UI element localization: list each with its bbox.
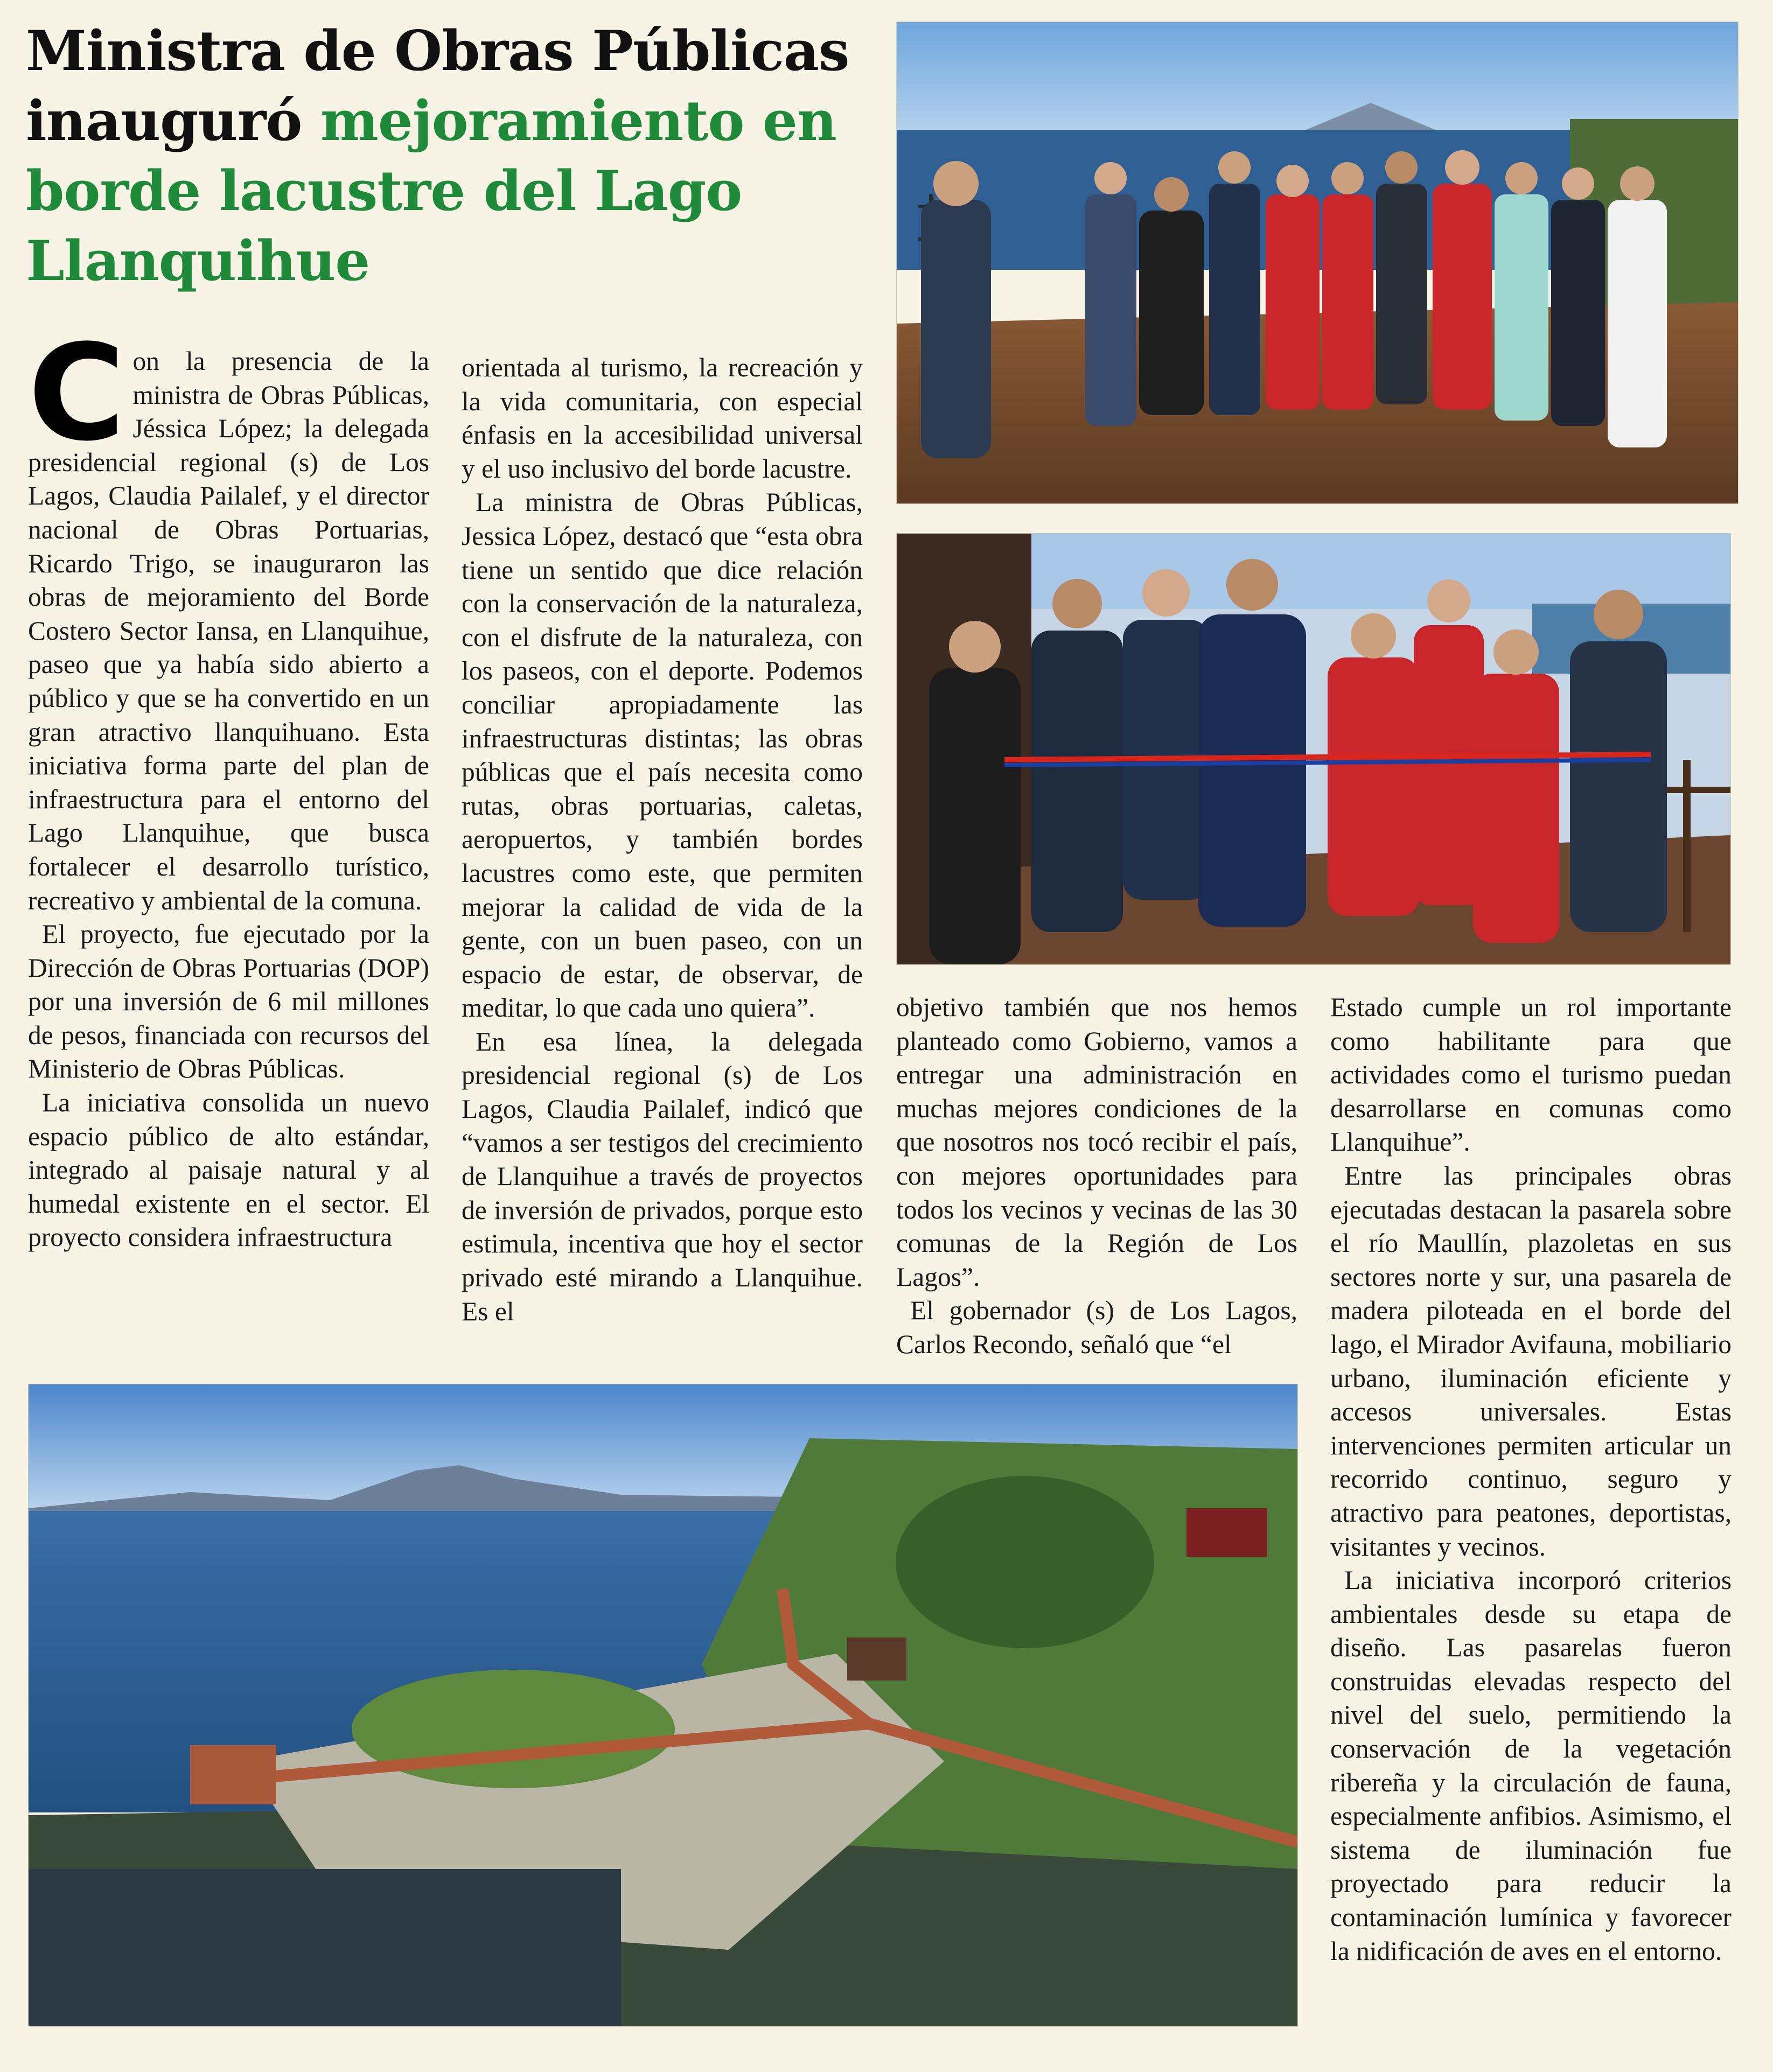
article-column-2 bbox=[462, 351, 863, 1328]
paragraph: El gobernador (s) de Los Lagos, Carlos Recondo, señaló que “el bbox=[896, 1296, 1297, 1359]
paragraph: objetivo también que nos hemos planteado como Gobierno, vamos a entregar una administración en muchas mejores condiciones de la que nosotros nos tocó recibir el país, con mejores oportunidades para todos los vecinos y vecinas de las 30 comunas de la Región de Los Lagos”. bbox=[896, 992, 1297, 1292]
paragraph: En esa línea, la delegada presidencial regional (s) de Los Lagos, Claudia Pailalef, indicó que “vamos a ser testigos del crecimiento de Llanquihue a través de proyectos de inversión de privados, porque esto estimula, incentiva que hoy el sector privado esté mirando a Llanquihue. Es el bbox=[462, 1026, 863, 1326]
drop-cap: C bbox=[28, 317, 125, 471]
paragraph: El proyecto, fue ejecutado por la Dirección de Obras Portuarias (DOP) por una inversión de 6 mil millones de pesos, financiada con recursos del Ministerio de Obras Públicas. bbox=[28, 919, 429, 1084]
article-column-3 bbox=[896, 991, 1297, 1362]
article-column-1 bbox=[28, 317, 429, 1255]
headline bbox=[26, 16, 888, 296]
paragraph: La iniciativa incorporó criterios ambientales desde su etapa de diseño. Las pasarelas fueron construidas elevadas respecto del nivel del suelo, permitiendo la conservación de la vegetación ribereña y la circulación de fauna, especialmente anfibios. Asimismo, el sistema de iluminación fue proyectado para reducir la contaminación lumínica y favorecer la nidificación de aves en el entorno. bbox=[1330, 1565, 1732, 1966]
photo-aerial-boardwalk bbox=[28, 1384, 1298, 2027]
paragraph: orientada al turismo, la recreación y la vida comunitaria, con especial énfasis en la accesibilidad universal y el uso inclusivo del borde lacustre. bbox=[462, 353, 863, 484]
photo-ribbon-cutting-image bbox=[897, 534, 1730, 964]
paragraph: La iniciativa consolida un nuevo espacio público de alto estándar, integrado al paisaje natural y al humedal existente en el sector. El proyecto considera infraestructura bbox=[28, 1088, 429, 1252]
photo-aerial-boardwalk-image bbox=[29, 1384, 1297, 2026]
paragraph: La ministra de Obras Públicas, Jessica López, destacó que “esta obra tiene un sentido que dice relación con la conservación de la naturaleza, con el disfrute de la naturaleza, con los paseos, con el deporte. Podemos conciliar apropiadamente las infraestructuras distintas; las obras públicas que el país necesita como rutas, obras portuarias, caletas, aeropuertos, y también bordes lacustres como este, que permiten mejorar la calidad de vida de la gente, con un buen paseo, con un espacio de estar, de observar, de meditar, lo que cada uno quiera”. bbox=[462, 487, 863, 1023]
article-column-4 bbox=[1330, 991, 1732, 1968]
photo-group-on-deck-image bbox=[897, 22, 1738, 503]
headline-black-line2: inauguró bbox=[26, 89, 320, 153]
photo-group-on-deck bbox=[896, 22, 1739, 504]
paragraph: on la presencia de la ministra de Obras Públicas, Jéssica López; la delegada presidencial regional (s) de Los Lagos, Claudia Pailalef, y el director nacional de Obras Portuarias, Ricardo Trigo, se inauguraron las obras de mejoramiento del Borde Costero Sector Iansa, en Llanquihue, paseo que ya había sido abierto a público y que se ha convertido en un gran atractivo llanquihuano. Esta iniciativa forma parte del plan de infraestructura para el entorno del Lago Llanquihue, que busca fortalecer el desarrollo turístico, recreativo y ambiental de la comuna. bbox=[28, 346, 429, 915]
headline-black-line1: Ministra de Obras Públicas bbox=[26, 19, 849, 83]
paragraph: Estado cumple un rol importante como habilitante para que actividades como el turismo puedan desarrollarse en comunas como Llanquihue”. bbox=[1330, 992, 1732, 1157]
headline-green: mejoramiento en borde lacustre del Lago Llanquihue bbox=[26, 89, 836, 293]
paragraph: Entre las principales obras ejecutadas destacan la pasarela sobre el río Maullín, plazoletas en sus sectores norte y sur, una pasarela de madera piloteada en el borde del lago, el Mirador Avifauna, mobiliario urbano, iluminación eficiente y accesos universales. Estas intervenciones permiten articular un recorrido continuo, seguro y atractivo para peatones, deportistas, visitantes y vecinos. bbox=[1330, 1160, 1732, 1562]
photo-ribbon-cutting bbox=[896, 533, 1731, 965]
